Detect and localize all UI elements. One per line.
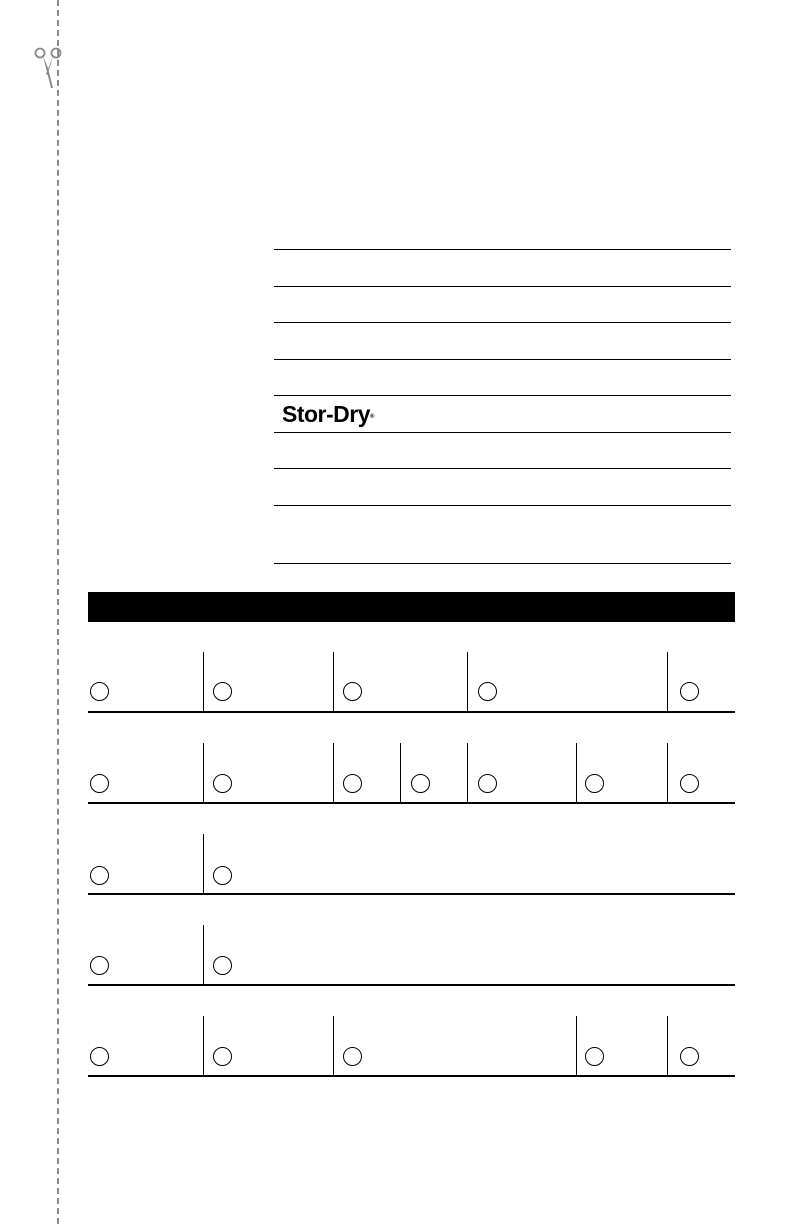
blank-line-8 [274,505,731,506]
row2-divider-2 [333,743,334,803]
row2-checkbox-6[interactable] [585,774,604,793]
row2-baseline [88,802,735,804]
row4-divider-1 [203,925,204,985]
row2-divider-6 [667,743,668,803]
row1-checkbox-5[interactable] [680,682,699,701]
blank-line-7 [274,468,731,469]
scissors-icon [32,44,64,92]
row5-divider-4 [667,1016,668,1076]
row5-divider-3 [576,1016,577,1076]
row2-checkbox-5[interactable] [478,774,497,793]
row2-divider-4 [467,743,468,803]
row3-checkbox-2[interactable] [213,866,232,885]
cut-line [57,0,59,1224]
form-header-bar [88,592,735,622]
row5-checkbox-2[interactable] [213,1047,232,1066]
row5-divider-2 [333,1016,334,1076]
blank-line-5 [274,395,731,396]
row4-checkbox-2[interactable] [213,956,232,975]
blank-line-3 [274,322,731,323]
row1-checkbox-4[interactable] [478,682,497,701]
row2-divider-3 [400,743,401,803]
registered-mark: ® [370,414,374,420]
row5-divider-1 [203,1016,204,1076]
row5-checkbox-3[interactable] [343,1047,362,1066]
blank-line-6 [274,432,731,433]
row1-divider-2 [333,652,334,712]
row1-divider-4 [667,652,668,712]
row3-baseline [88,893,735,895]
row1-checkbox-2[interactable] [213,682,232,701]
brand-name: Stor-Dry [282,401,371,427]
row2-checkbox-3[interactable] [343,774,362,793]
blank-line-4 [274,359,731,360]
row4-checkbox-1[interactable] [90,956,109,975]
row2-divider-5 [576,743,577,803]
row2-checkbox-4[interactable] [411,774,430,793]
row3-checkbox-1[interactable] [90,866,109,885]
row2-checkbox-1[interactable] [90,774,109,793]
row1-checkbox-3[interactable] [343,682,362,701]
row2-divider-1 [203,743,204,803]
row1-checkbox-1[interactable] [90,682,109,701]
row1-baseline [88,711,735,713]
brand-logo [282,400,374,428]
row5-checkbox-4[interactable] [585,1047,604,1066]
row5-checkbox-5[interactable] [680,1047,699,1066]
blank-line-1 [274,249,731,250]
row3-divider-1 [203,834,204,894]
row2-checkbox-7[interactable] [680,774,699,793]
row4-baseline [88,984,735,986]
row5-baseline [88,1075,735,1077]
row1-divider-1 [203,652,204,712]
blank-line-2 [274,286,731,287]
row1-divider-3 [467,652,468,712]
row2-checkbox-2[interactable] [213,774,232,793]
row5-checkbox-1[interactable] [90,1047,109,1066]
blank-line-9 [274,563,731,564]
